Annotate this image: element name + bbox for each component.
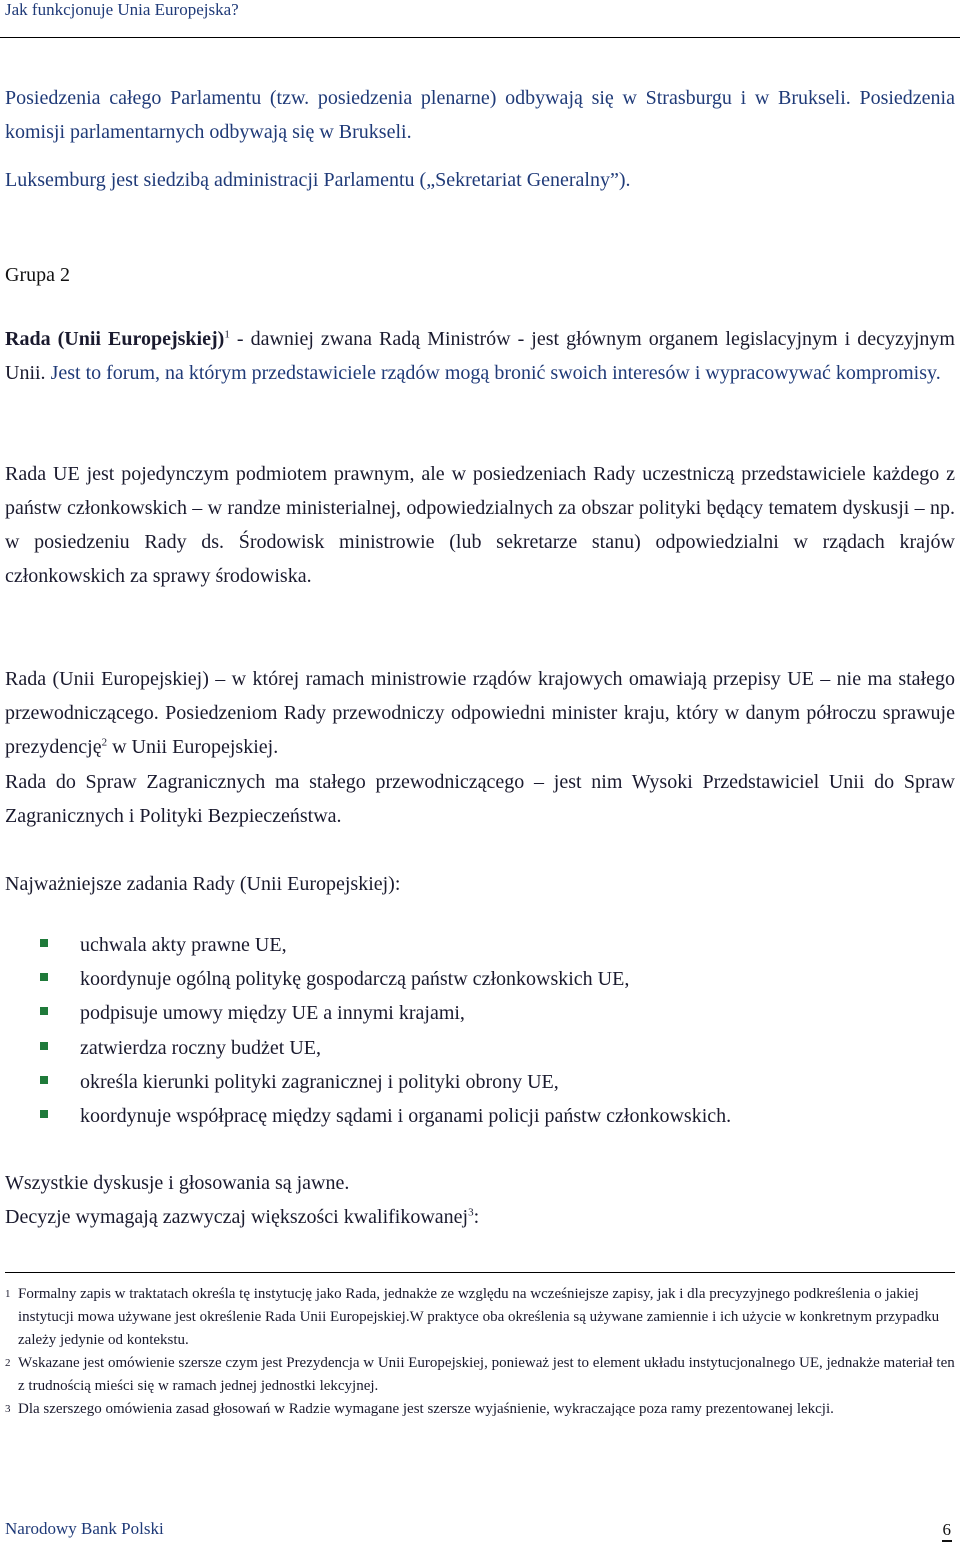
paragraph-luxembourg: Luksemburg jest siedzibą administracji Parlamentu („Sekretariat Generalny”).: [5, 169, 631, 191]
council-forum-text: Jest to forum, na którym przedstawiciele rządów mogą bronić swoich interesów i wypracowywać kompromisy.: [50, 362, 941, 384]
task-text: określa kierunki polityki zagranicznej i polityki obrony UE,: [80, 1070, 559, 1093]
footnote-rule: [5, 1272, 955, 1273]
task-list-item: [40, 962, 731, 996]
paragraph-council-intro: [5, 322, 955, 390]
qualified-majority-text: Decyzje wymagają zazwyczaj większości kwalifikowanej: [5, 1206, 469, 1228]
task-list-item: [40, 996, 731, 1030]
footnote-ref-3: 3: [468, 1206, 474, 1219]
square-bullet-icon: [40, 973, 48, 981]
council-name-bold: Rada (Unii Europejskiej): [5, 328, 225, 350]
footnote-3: [5, 1398, 955, 1421]
footnote-ref-2: 2: [101, 736, 108, 749]
task-list-item: [40, 1031, 731, 1065]
footnote-text: Dla szerszego omówienia zasad głosowań w Radzie wymagane jest szersze wyjaśnienie, wykraczające poza ramy prezentowanej lekcji.: [18, 1401, 834, 1417]
footnote-number: 3: [5, 1403, 11, 1415]
running-header: Jak funkcjonuje Unia Europejska?: [5, 0, 239, 19]
footnote-text: Wskazane jest omówienie szersze czym jest Prezydencja w Unii Europejskiej, ponieważ jest to element układu instytucjonalnego UE, jednakże materiał ten z trudnością mieści się w ramach jednej jednostki lekcyjnej.: [18, 1355, 955, 1394]
task-text: zatwierdza roczny budżet UE,: [80, 1036, 321, 1059]
footer-publisher: Narodowy Bank Polski: [5, 1519, 164, 1538]
presidency-text-end: w Unii Europejskiej.: [107, 736, 279, 758]
header-rule: [0, 37, 960, 38]
square-bullet-icon: [40, 1110, 48, 1118]
paragraph-parliament-sessions: Posiedzenia całego Parlamentu (tzw. posiedzenia plenarne) odbywają się w Strasburgu i w Brukseli. Posiedzenia komisji parlamentarnych odbywają się w Brukseli.: [5, 87, 955, 143]
footnote-number: 2: [5, 1357, 11, 1369]
footnote-ref-1: 1: [224, 328, 230, 341]
task-list-item: [40, 928, 731, 962]
paragraph-qualified-majority: [5, 1200, 955, 1234]
task-list-item: [40, 1065, 731, 1099]
paragraph-foreign-affairs: Rada do Spraw Zagranicznych ma stałego przewodniczącego – jest nim Wysoki Przedstawiciel Unii do Spraw Zagranicznych i Polityki Bezpieczeństwa.: [5, 771, 955, 827]
paragraph-public-votes: Wszystkie dyskusje i głosowania są jawne.: [5, 1172, 350, 1194]
footnote-number: 1: [5, 1288, 11, 1300]
task-text: koordynuje ogólną politykę gospodarczą państw członkowskich UE,: [80, 968, 630, 991]
paragraph-council-members: Rada UE jest pojedynczym podmiotem prawnym, ale w posiedzeniach Rady uczestniczą przedstawiciele każdego z państw członkowskich – w randze ministerialnej, odpowiedzialnych za obszar polityki będący tematem dyskusji – np. w posiedzeniu Rady ds. Środowisk ministrowie (lub sekretarze stanu) odpowiedzialni w rządach krajów członkowskich za sprawy środowiska.: [5, 463, 955, 587]
task-text: koordynuje współpracę między sądami i organami policji państw członkowskich.: [80, 1105, 732, 1128]
tasks-list: [40, 928, 731, 1133]
group-heading: Grupa 2: [5, 264, 70, 286]
qualified-majority-colon: :: [473, 1206, 480, 1228]
footnote-text: Formalny zapis w traktatach określa tę instytucję jako Rada, jednakże ze względu na wcześniejsze zapisy, jak i dla precyzyjnego podkreślenia o jakiej instytucji mowa używane jest określenie Rada Unii Europejskiej.W praktyce oba określenia są używane zamiennie i ich użycie w konkretnym przypadku zależy jedynie od kontekstu.: [18, 1286, 940, 1348]
footnote-1: [5, 1283, 955, 1352]
square-bullet-icon: [40, 939, 48, 947]
footnote-2: [5, 1352, 955, 1398]
task-text: uchwala akty prawne UE,: [80, 934, 287, 956]
square-bullet-icon: [40, 1007, 48, 1015]
square-bullet-icon: [40, 1042, 48, 1050]
square-bullet-icon: [40, 1076, 48, 1084]
footnotes: [5, 1283, 955, 1421]
tasks-heading: Najważniejsze zadania Rady (Unii Europejskiej):: [5, 873, 401, 895]
task-text: podpisuje umowy między UE a innymi krajami,: [80, 1002, 465, 1025]
paragraph-presidency: [5, 662, 955, 764]
council-intro-text: - dawniej zwana Radą Ministrów - jest głównym organem legislacyjnym i decyzyjnym Unii.: [5, 328, 955, 384]
page-number: 6: [942, 1520, 953, 1542]
task-list-item: [40, 1099, 731, 1133]
presidency-text: Rada (Unii Europejskiej) – w której ramach ministrowie rządów krajowych omawiają przepisy UE – nie ma stałego przewodniczącego. Posiedzeniom Rady przewodniczy odpowiedni minister kraju, który w danym półroczu sprawuje prezydencję: [5, 668, 955, 758]
